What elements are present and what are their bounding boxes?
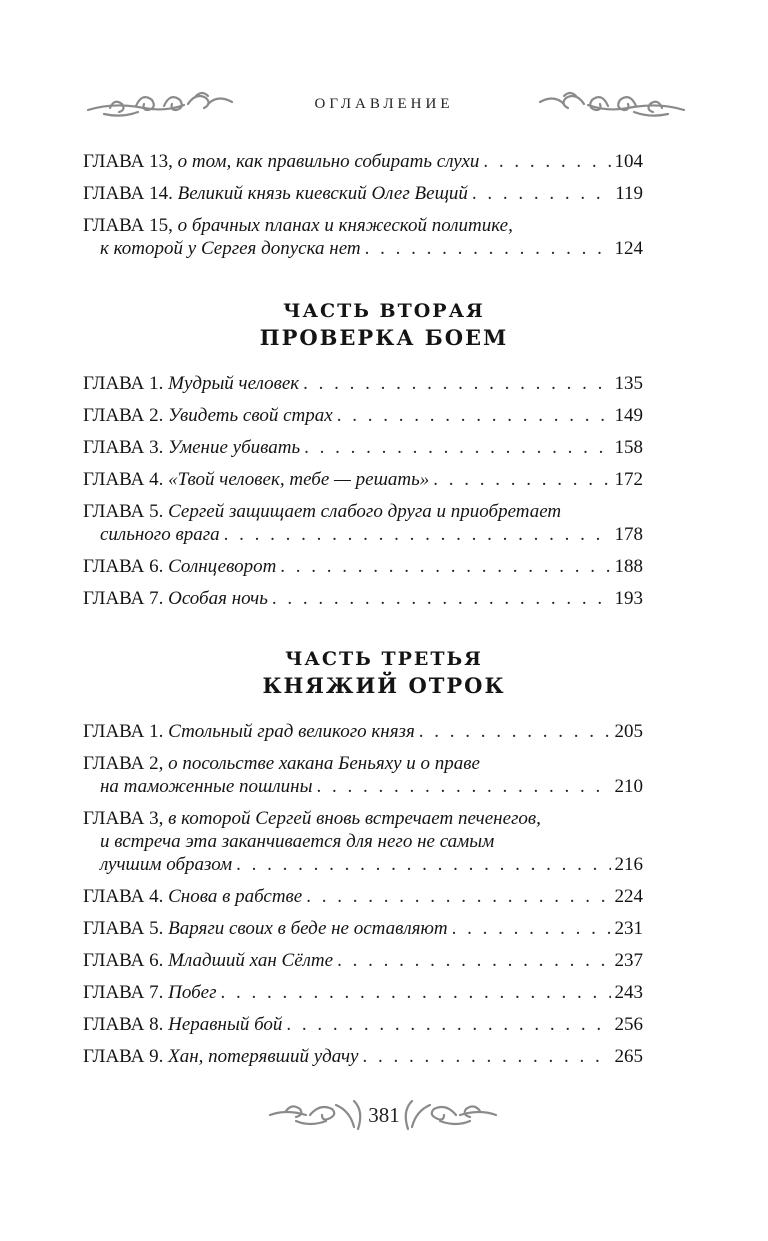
part-two-heading <box>0 298 768 352</box>
dot-leader <box>303 372 610 395</box>
page-ref: 265 <box>614 1046 643 1067</box>
dot-leader <box>224 523 611 546</box>
dot-leader <box>337 404 611 427</box>
chapter-title: Снова в рабстве <box>168 886 303 907</box>
chapter-label: ГЛАВА 9. <box>83 1046 164 1067</box>
chapter-label: ГЛАВА 3. <box>83 437 164 458</box>
page-ref: 158 <box>614 437 643 458</box>
chapter-label: ГЛАВА 15, <box>83 215 173 236</box>
chapter-title-cont: и встреча эта заканчивается для него не самым <box>100 831 495 852</box>
dot-leader <box>304 436 610 459</box>
dot-leader <box>316 775 610 798</box>
chapter-label: ГЛАВА 7. <box>83 982 164 1003</box>
chapter-label: ГЛАВА 3, <box>83 808 164 829</box>
page-ref: 205 <box>614 721 643 742</box>
toc-entry <box>83 1013 643 1036</box>
footer-ornament-right-icon <box>392 1097 500 1133</box>
page-ref: 188 <box>614 556 643 577</box>
toc-entry <box>83 720 643 743</box>
page-ref: 104 <box>614 151 643 172</box>
page-ref: 124 <box>614 238 643 259</box>
chapter-label: ГЛАВА 5. <box>83 918 164 939</box>
dot-leader <box>472 182 611 205</box>
chapter-title: Побег <box>168 982 217 1003</box>
dot-leader <box>236 853 610 876</box>
chapter-title: Солнцеворот <box>168 556 277 577</box>
chapter-title: Младший хан Сёлте <box>168 950 334 971</box>
page-ref: 193 <box>614 588 643 609</box>
chapter-title: о посольстве хакана Беньяху и о праве <box>168 753 480 774</box>
toc-entry <box>83 372 643 395</box>
dot-leader <box>419 720 611 743</box>
toc-entry <box>83 150 643 173</box>
chapter-title: Стольный град великого князя <box>168 721 415 742</box>
toc-entry <box>83 917 643 940</box>
chapter-title-cont: сильного врага <box>100 524 220 545</box>
chapter-label: ГЛАВА 5. <box>83 501 164 522</box>
ornament-right-icon <box>528 88 688 120</box>
toc-entry <box>83 500 643 546</box>
chapter-title: Мудрый человек <box>168 373 300 394</box>
chapter-label: ГЛАВА 8. <box>83 1014 164 1035</box>
toc-entry <box>83 555 643 578</box>
toc-entry <box>83 587 643 610</box>
part-three-name: КНЯЖИЙ ОТРОК <box>262 673 506 698</box>
page-ref: 178 <box>614 524 643 545</box>
page-ref: 149 <box>614 405 643 426</box>
toc-entry <box>83 885 643 908</box>
chapter-title: Умение убивать <box>168 437 301 458</box>
dot-leader <box>306 885 610 908</box>
dot-leader <box>337 949 610 972</box>
toc-entry <box>83 949 643 972</box>
dot-leader <box>362 1045 610 1068</box>
chapter-title: Великий князь киевский Олег Вещий <box>177 183 468 204</box>
page-ref: 243 <box>614 982 643 1003</box>
page-ref: 256 <box>614 1014 643 1035</box>
toc-entry <box>83 981 643 1004</box>
chapter-title: о брачных планах и княжеской политике, <box>177 215 513 236</box>
dot-leader <box>280 555 610 578</box>
chapter-title: Неравный бой <box>168 1014 283 1035</box>
page-footer <box>0 1095 768 1135</box>
page-ref: 210 <box>614 776 643 797</box>
chapter-label: ГЛАВА 6. <box>83 556 164 577</box>
toc-part-two <box>83 372 643 619</box>
chapter-label: ГЛАВА 7. <box>83 588 164 609</box>
chapter-title: Увидеть свой страх <box>168 405 333 426</box>
page-ref: 172 <box>614 469 643 490</box>
page-ref: 216 <box>614 854 643 875</box>
page-ref: 224 <box>614 886 643 907</box>
chapter-title-cont: на таможенные пошлины <box>100 776 313 797</box>
chapter-label: ГЛАВА 2. <box>83 405 164 426</box>
chapter-title: Хан, потерявший удачу <box>168 1046 359 1067</box>
chapter-label: ГЛАВА 4. <box>83 469 164 490</box>
toc-entry <box>83 404 643 427</box>
toc-top-group <box>83 150 643 269</box>
chapter-title-cont: к которой у Сергея допуска нет <box>100 238 361 259</box>
part-two-name: ПРОВЕРКА БОЕМ <box>259 325 509 350</box>
dot-leader <box>286 1013 610 1036</box>
page-ref: 231 <box>614 918 643 939</box>
part-three-label: ЧАСТЬ ТРЕТЬЯ <box>285 648 483 670</box>
toc-part-three <box>83 720 643 1077</box>
chapter-title: Особая ночь <box>168 588 268 609</box>
toc-entry <box>83 1045 643 1068</box>
dot-leader <box>365 237 611 260</box>
page-ref: 237 <box>614 950 643 971</box>
toc-entry <box>83 752 643 798</box>
chapter-label: ГЛАВА 1. <box>83 721 164 742</box>
chapter-title: «Твой человек, тебе — решать» <box>168 469 430 490</box>
toc-entry <box>83 214 643 260</box>
page-ref: 119 <box>615 183 643 204</box>
chapter-label: ГЛАВА 1. <box>83 373 164 394</box>
dot-leader <box>221 981 611 1004</box>
toc-entry <box>83 468 643 491</box>
dot-leader <box>272 587 611 610</box>
toc-entry <box>83 807 643 876</box>
chapter-title: о том, как правильно собирать слухи <box>177 151 480 172</box>
chapter-label: ГЛАВА 4. <box>83 886 164 907</box>
chapter-title: в которой Сергей вновь встречает печенегов, <box>168 808 541 829</box>
part-three-heading <box>0 646 768 700</box>
chapter-label: ГЛАВА 6. <box>83 950 164 971</box>
toc-entry <box>83 436 643 459</box>
chapter-label: ГЛАВА 14. <box>83 183 173 204</box>
header-title: ОГЛАВЛЕНИЕ <box>314 96 454 112</box>
page-number: 381 <box>368 1103 400 1127</box>
dot-leader <box>433 468 610 491</box>
running-header <box>0 84 768 124</box>
page-ref: 135 <box>614 373 643 394</box>
dot-leader <box>483 150 610 173</box>
toc-entry <box>83 182 643 205</box>
chapter-label: ГЛАВА 13, <box>83 151 173 172</box>
part-two-label: ЧАСТЬ ВТОРАЯ <box>283 300 485 322</box>
chapter-title-cont: лучшим образом <box>100 854 233 875</box>
dot-leader <box>452 917 611 940</box>
chapter-label: ГЛАВА 2, <box>83 753 164 774</box>
chapter-title: Варяги своих в беде не оставляют <box>168 918 448 939</box>
chapter-title: Сергей защищает слабого друга и приобретает <box>168 501 562 522</box>
